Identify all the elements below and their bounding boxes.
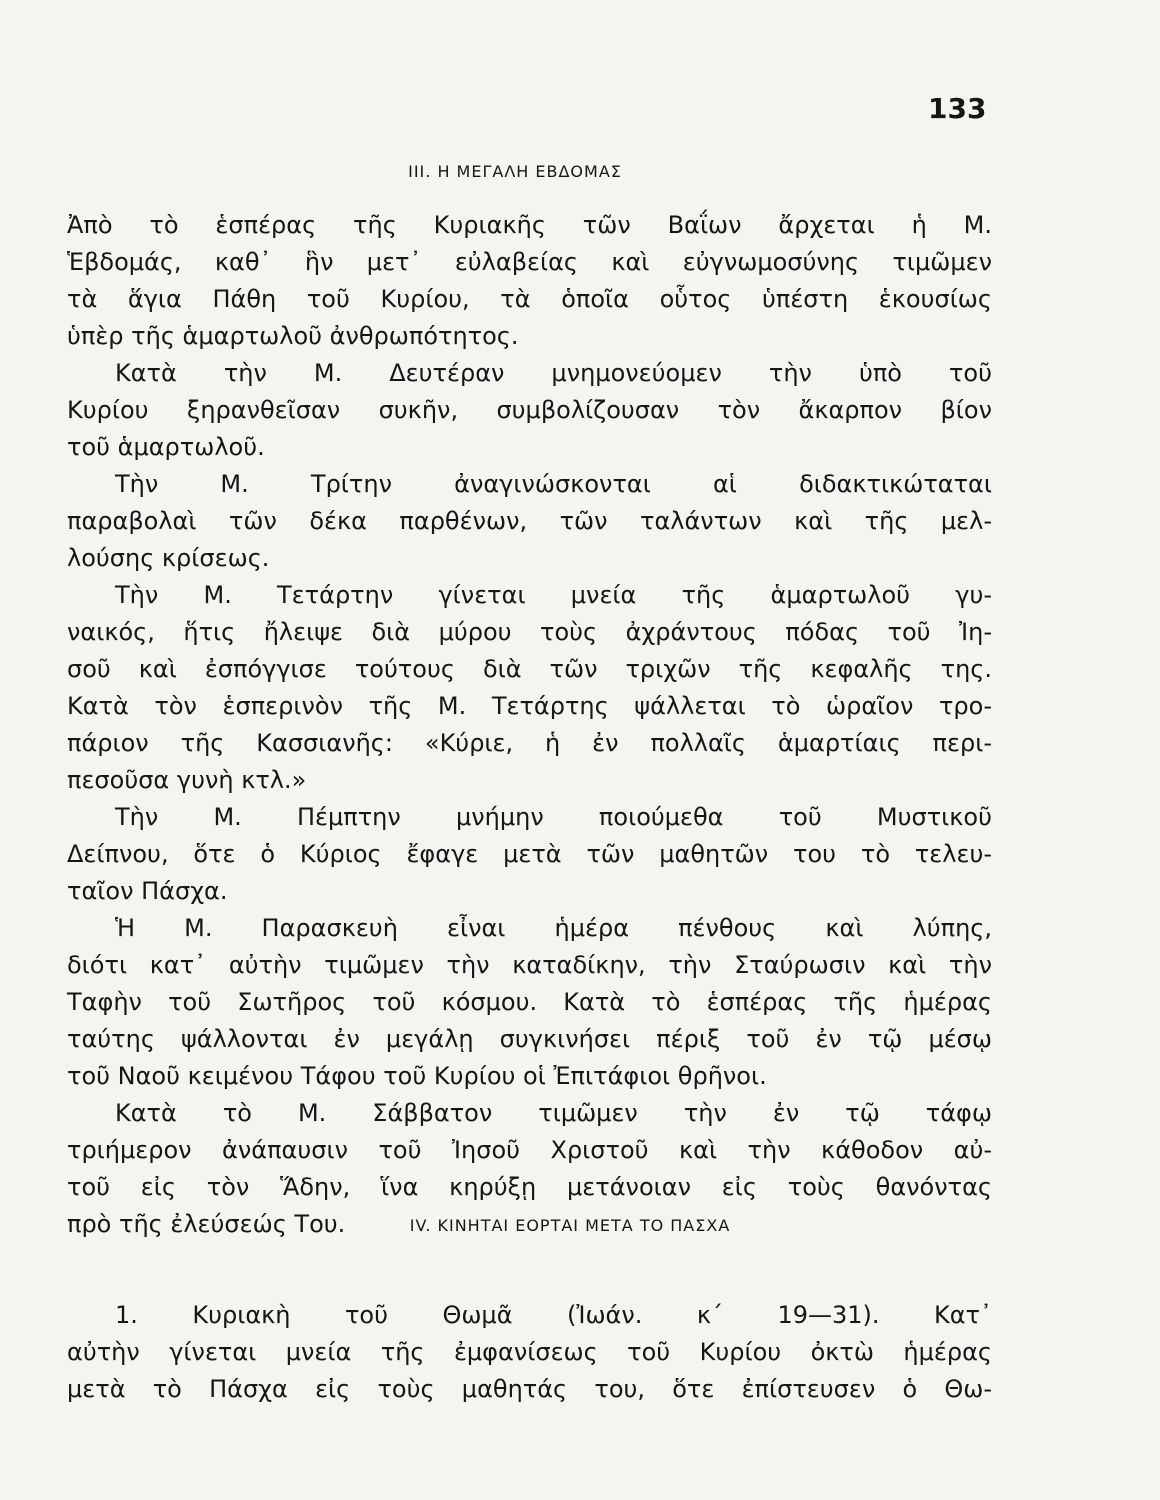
text-line: Τὴν Μ. Τετάρτην γίνεται μνεία τῆς ἁμαρτωλοῦ γυ-: [115, 581, 992, 609]
text-line: πάριον τῆς Κασσιανῆς: «Κύριε, ἡ ἐν πολλαῖς ἁμαρτίαις περι-: [67, 729, 992, 757]
text-line: Ταφὴν τοῦ Σωτῆρος τοῦ κόσμου. Κατὰ τὸ ἑσπέρας τῆς ἡμέρας: [67, 988, 992, 1016]
text-line: τοῦ ἁμαρτωλοῦ.: [67, 433, 265, 461]
text-line: Κυρίου ξηρανθεῖσαν συκῆν, συμβολίζουσαν τὸν ἄκαρπον βίον: [67, 396, 992, 424]
text-line: τοῦ εἰς τὸν Ἅδην, ἵνα κηρύξῃ μετάνοιαν εἰς τοὺς θανόντας: [67, 1173, 992, 1201]
text-line: Ἡ Μ. Παρασκευὴ εἶναι ἡμέρα πένθους καὶ λύπης,: [115, 914, 992, 942]
text-line: ταῖον Πάσχα.: [67, 877, 228, 905]
text-line: Τὴν Μ. Πέμπτην μνήμην ποιούμεθα τοῦ Μυστικοῦ: [115, 803, 992, 831]
page-number: 133: [928, 92, 987, 125]
text-line: Κατὰ τὸ Μ. Σάββατον τιμῶμεν τὴν ἐν τῷ τάφῳ: [115, 1099, 992, 1127]
text-line: ὑπὲρ τῆς ἁμαρτωλοῦ ἀνθρωπότητος.: [67, 322, 519, 350]
text-line: πρὸ τῆς ἐλεύσεώς Του.: [67, 1210, 346, 1238]
text-line: ναικός, ἥτις ἤλειψε διὰ μύρου τοὺς ἀχράντους πόδας τοῦ Ἰη-: [67, 618, 992, 646]
text-line: Ἑβδομάς, καθ᾽ ἣν μετ᾽ εὐλαβείας καὶ εὐγνωμοσύνης τιμῶμεν: [67, 248, 992, 276]
text-line: Ἀπὸ τὸ ἑσπέρας τῆς Κυριακῆς τῶν Βαΐων ἄρχεται ἡ Μ.: [67, 211, 992, 239]
text-line: πεσοῦσα γυνὴ κτλ.»: [67, 766, 307, 794]
text-line: ταύτης ψάλλονται ἐν μεγάλῃ συγκινήσει πέριξ τοῦ ἐν τῷ μέσῳ: [67, 1025, 992, 1053]
section-heading-holy-week: III. Η ΜΕΓΑΛΗ ΕΒΔΟΜΑΣ: [408, 162, 622, 181]
text-line: τριήμερον ἀνάπαυσιν τοῦ Ἰησοῦ Χριστοῦ καὶ τὴν κάθοδον αὐ-: [67, 1136, 992, 1164]
text-line: παραβολαὶ τῶν δέκα παρθένων, τῶν ταλάντων καὶ τῆς μελ-: [67, 507, 992, 535]
text-line: Κατὰ τὴν Μ. Δευτέραν μνημονεύομεν τὴν ὑπὸ τοῦ: [115, 359, 992, 387]
text-line: Κατὰ τὸν ἑσπερινὸν τῆς Μ. Τετάρτης ψάλλεται τὸ ὡραῖον τρο-: [67, 692, 992, 720]
text-line: σοῦ καὶ ἐσπόγγισε τούτους διὰ τῶν τριχῶν τῆς κεφαλῆς της.: [67, 655, 992, 683]
text-line: αὐτὴν γίνεται μνεία τῆς ἐμφανίσεως τοῦ Κυρίου ὀκτὼ ἡμέρας: [67, 1338, 992, 1366]
text-line: Δείπνου, ὅτε ὁ Κύριος ἔφαγε μετὰ τῶν μαθητῶν του τὸ τελευ-: [67, 840, 992, 868]
text-line: τὰ ἅγια Πάθη τοῦ Κυρίου, τὰ ὁποῖα οὗτος ὑπέστη ἑκουσίως: [67, 285, 992, 313]
text-line: Τὴν Μ. Τρίτην ἀναγινώσκονται αἱ διδακτικώταται: [115, 470, 992, 498]
text-line: τοῦ Ναοῦ κειμένου Τάφου τοῦ Κυρίου οἱ Ἐπιτάφιοι θρῆνοι.: [67, 1062, 767, 1090]
text-line: λούσης κρίσεως.: [67, 544, 270, 572]
text-line: διότι κατ᾽ αὐτὴν τιμῶμεν τὴν καταδίκην, τὴν Σταύρωσιν καὶ τὴν: [67, 951, 992, 979]
section-heading-movable-feasts: IV. ΚΙΝΗΤΑΙ ΕΟΡΤΑΙ ΜΕΤΑ ΤΟ ΠΑΣΧΑ: [409, 1216, 731, 1235]
text-line: 1. Κυριακὴ τοῦ Θωμᾶ (Ἰωάν. κ΄ 19—31). Κατ᾽: [115, 1301, 992, 1329]
text-line: μετὰ τὸ Πάσχα εἰς τοὺς μαθητάς του, ὅτε ἐπίστευσεν ὁ Θω-: [67, 1375, 992, 1403]
